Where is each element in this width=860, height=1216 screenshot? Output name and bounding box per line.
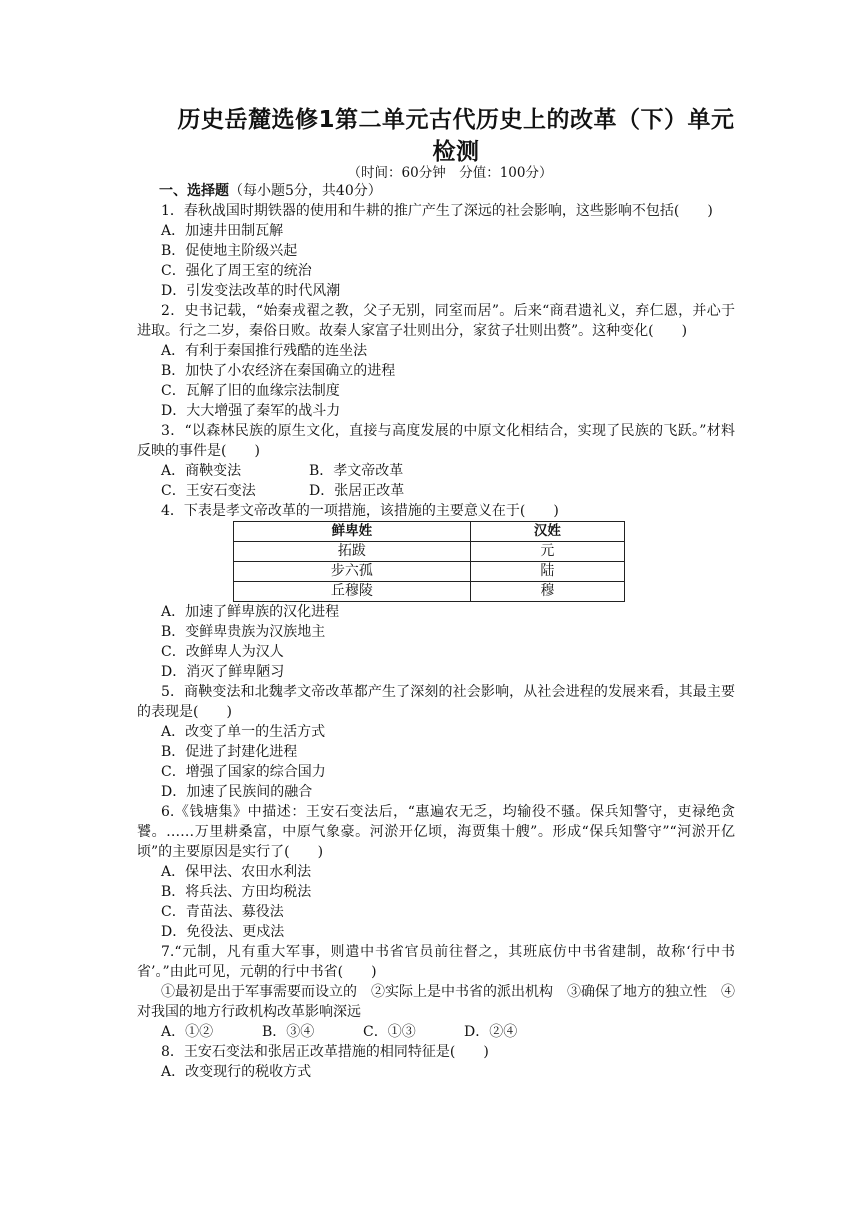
question-stem: 7.“元制，凡有重大军事，则遣中书省官员前往督之，其班底仿中书省建制，故称‘行中书省’。”由此可见，元朝的行中书省( ) bbox=[137, 944, 735, 980]
option-d: D．免役法、更戍法 bbox=[161, 924, 285, 940]
option-d: D．大大增强了秦军的战斗力 bbox=[161, 403, 341, 419]
question-6 bbox=[137, 802, 735, 942]
option-a: A．有利于秦国推行残酷的连坐法 bbox=[161, 343, 368, 359]
option-a: A．商鞅变法 bbox=[161, 463, 242, 479]
table-cell: 步六孤 bbox=[234, 562, 471, 582]
option-c: C．王安石变法 bbox=[161, 483, 256, 499]
option-a: A．保甲法、农田水利法 bbox=[161, 864, 312, 880]
option-row bbox=[137, 1022, 735, 1042]
option-a: A．改变现行的税收方式 bbox=[161, 1064, 312, 1080]
option-b: B．促进了封建化进程 bbox=[161, 744, 298, 760]
option-b: B．孝文帝改革 bbox=[309, 463, 404, 479]
option-d: D．消灭了鲜卑陋习 bbox=[161, 664, 285, 680]
column-header: 汉姓 bbox=[470, 522, 624, 542]
option-c: C．①③ bbox=[363, 1024, 416, 1040]
question-2 bbox=[137, 301, 735, 421]
option-b: B．促使地主阶级兴起 bbox=[161, 243, 298, 259]
option-row bbox=[137, 481, 735, 501]
exam-info: （时间：60分钟 分值：100分） bbox=[347, 165, 553, 181]
numbered-statements: ①最初是出于军事需要而设立的 ②实际上是中书省的派出机构 ③确保了地方的独立性 ④对我国的地方行政机构改革影响深远 bbox=[137, 984, 735, 1020]
option-a: A．改变了单一的生活方式 bbox=[161, 724, 326, 740]
option-b: B．将兵法、方田均税法 bbox=[161, 884, 312, 900]
option-a: A．加速井田制瓦解 bbox=[161, 223, 284, 239]
question-5 bbox=[137, 682, 735, 802]
option-c: C．改鲜卑人为汉人 bbox=[161, 644, 284, 660]
question-7 bbox=[137, 942, 735, 1042]
option-d: D．张居正改革 bbox=[309, 483, 405, 499]
option-row bbox=[137, 461, 735, 481]
option-c: C．青苗法、募役法 bbox=[161, 904, 284, 920]
option-c: C．强化了周王室的统治 bbox=[161, 263, 312, 279]
table-row bbox=[234, 582, 625, 602]
option-b: B．加快了小农经济在秦国确立的进程 bbox=[161, 363, 396, 379]
table-cell: 元 bbox=[470, 542, 624, 562]
question-stem: 5．商鞅变法和北魏孝文帝改革都产生了深刻的社会影响，从社会进程的发展来看，其最主要的表现是( ) bbox=[137, 684, 735, 720]
surname-table bbox=[233, 521, 625, 602]
option-b: B．③④ bbox=[262, 1024, 315, 1040]
option-a: A．①② bbox=[161, 1024, 214, 1040]
table-row bbox=[234, 562, 625, 582]
question-stem: 6.《钱塘集》中描述：王安石变法后，“惠遍农无乏，均输役不骚。保兵知警守，吏禄绝贪饕。……万里耕桑富，中原气象豪。河淤开亿顷，海贾集十艘”。形成“保兵知警守”“河淤开亿顷”的主要原因是实行了( ) bbox=[137, 804, 735, 860]
table-cell: 拓跋 bbox=[234, 542, 471, 562]
section-label: 一、选择题 bbox=[159, 183, 229, 199]
option-d: D．引发变法改革的时代风潮 bbox=[161, 283, 341, 299]
question-1 bbox=[137, 201, 735, 301]
question-list bbox=[137, 181, 735, 1082]
question-stem: 3．“以森林民族的原生文化，直接与高度发展的中原文化相结合，实现了民族的飞跃。”材料反映的事件是( ) bbox=[137, 423, 735, 459]
option-a: A．加速了鲜卑族的汉化进程 bbox=[161, 604, 340, 620]
question-8 bbox=[137, 1042, 735, 1082]
question-stem: 2．史书记载，“始秦戎翟之教，父子无别，同室而居”。后来“商君遗礼义，弃仁恩，并心于进取。行之二岁，秦俗日败。故秦人家富子壮则出分，家贫子壮则出赘”。这种变化( ) bbox=[137, 303, 735, 339]
question-stem: 8．王安石变法和张居正改革措施的相同特征是( ) bbox=[161, 1044, 489, 1060]
table-header-row bbox=[234, 522, 625, 542]
column-header: 鲜卑姓 bbox=[234, 522, 471, 542]
option-c: C．增强了国家的综合国力 bbox=[161, 764, 326, 780]
table-cell: 陆 bbox=[470, 562, 624, 582]
table-cell: 丘穆陵 bbox=[234, 582, 471, 602]
option-d: D．加速了民族间的融合 bbox=[161, 784, 313, 800]
table-cell: 穆 bbox=[470, 582, 624, 602]
table-row bbox=[234, 542, 625, 562]
option-c: C．瓦解了旧的血缘宗法制度 bbox=[161, 383, 340, 399]
option-b: B．变鲜卑贵族为汉族地主 bbox=[161, 624, 326, 640]
question-stem: 4．下表是孝文帝改革的一项措施，该措施的主要意义在于( ) bbox=[161, 503, 559, 519]
section-note: （每小题5分，共40分） bbox=[229, 183, 382, 199]
question-3 bbox=[137, 421, 735, 501]
section-heading bbox=[137, 181, 735, 201]
question-4 bbox=[137, 501, 735, 682]
document-title: 历史岳麓选修1第二单元古代历史上的改革（下）单元检测 bbox=[177, 107, 735, 165]
question-stem: 1．春秋战国时期铁器的使用和牛耕的推广产生了深远的社会影响，这些影响不包括( ) bbox=[161, 203, 713, 219]
option-d: D．②④ bbox=[464, 1024, 518, 1040]
